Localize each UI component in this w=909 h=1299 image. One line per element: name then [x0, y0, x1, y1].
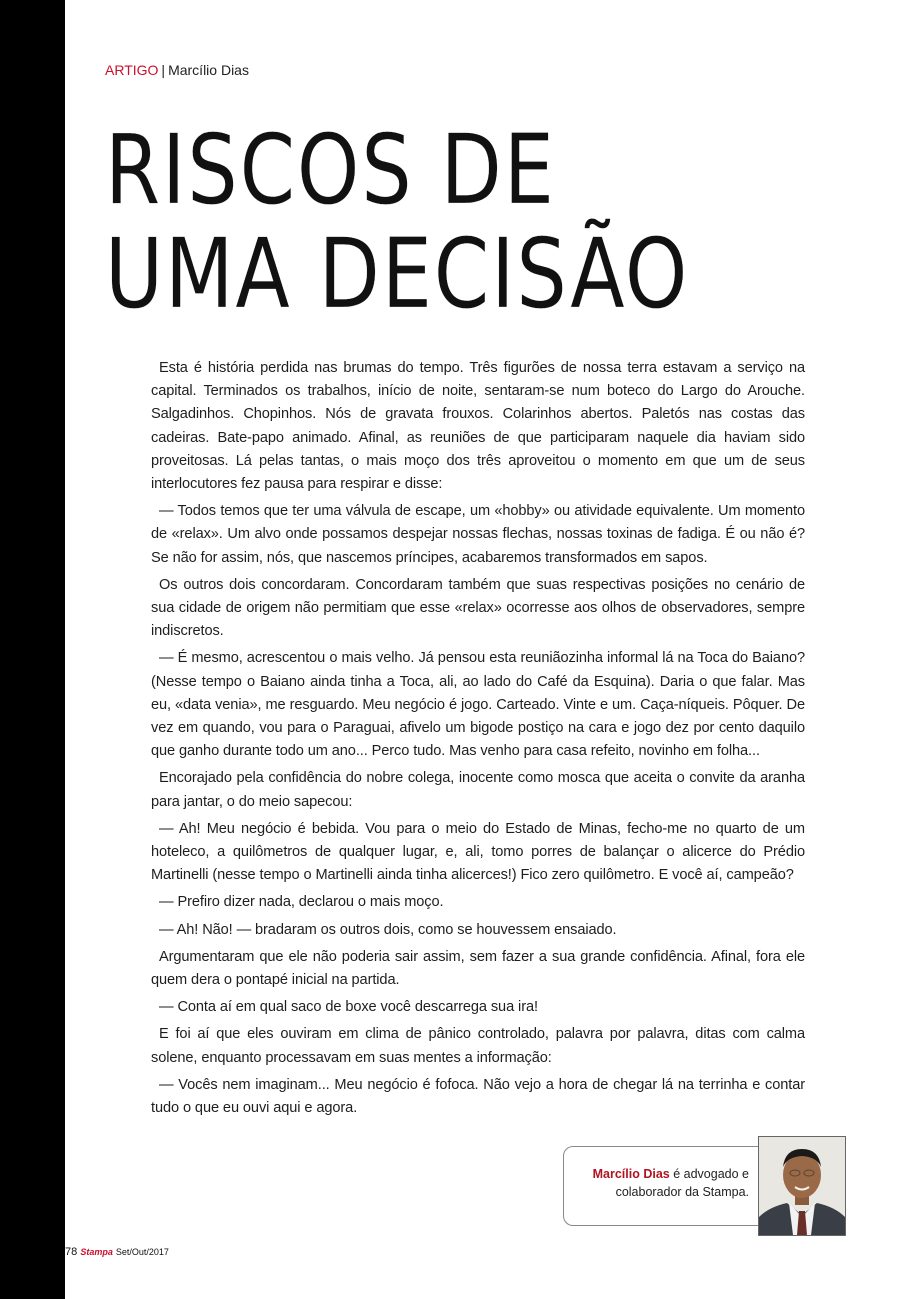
paragraph: E foi aí que eles ouviram em clima de pânico controlado, palavra por palavra, ditas com calma solene, enquanto processavam em suas mentes a informação: — [151, 1026, 805, 1066]
title-line-2: UMA DECISÃO — [105, 218, 690, 330]
magazine-name: Stampa — [80, 1247, 113, 1257]
paragraph: — Ah! Meu negócio é bebida. Vou para o meio do Estado de Minas, fecho-me no quarto de um hoteleco, a quilômetros de qualquer lugar, e, ali, tomo porres de balançar o alicerce do Prédio Martinelli (nesse tempo o Martinelli ainda tinha alicerces!) Fico zero quilômetro. E você aí, campeão? — [151, 820, 805, 884]
author-name: Marcílio Dias — [592, 1167, 670, 1181]
article-body — [151, 357, 805, 1124]
page-number: 78 — [65, 1246, 78, 1258]
page-footer — [65, 1246, 169, 1258]
header-separator: | — [161, 62, 166, 78]
paragraph: — Todos temos que ter uma válvula de escape, um «hobby» ou atividade equivalente. Um momento de «relax». Um alvo onde possamos despejar nossas flechas, nossas toxinas de fadiga. É ou não é? Se não for assim, nós, que nascemos príncipes, acabaremos transformados em sapos. — [151, 503, 805, 566]
header-author: Marcílio Dias — [168, 62, 249, 78]
paragraph: — É mesmo, acrescentou o mais velho. Já pensou esta reuniãozinha informal lá na Toca do Baiano? (Nesse tempo o Baiano ainda tinha a Toca, ali, ao lado do Café da Esquina). Daria o que falar. Mas eu, «data venia», me resguardo. Meu negócio é jogo. Carteado. Vinte e um. Caça-níqueis. Pôquer. De vez em quando, vou para o Paraguai, afivelo um bigode postiço na cara e jogo dez por cento daquilo que ganho durante todo um ano... Perco tudo. Mas venho para casa refeito, novinho em folha... — [151, 650, 805, 760]
left-margin-bar — [0, 0, 65, 1299]
paragraph: Encorajado pela confidência do nobre colega, inocente como mosca que aceita o convite da aranha para jantar, o do meio sapecou: — [151, 770, 805, 810]
author-bio — [579, 1165, 749, 1201]
paragraph: — Conta aí em qual saco de boxe você descarrega sua ira! — [159, 999, 538, 1016]
author-bio-line-2: colaborador da Stampa. — [615, 1185, 749, 1199]
author-bio-box — [563, 1146, 759, 1226]
title-line-1: RISCOS DE — [105, 114, 556, 226]
article-title — [105, 114, 740, 330]
section-label: ARTIGO — [105, 62, 159, 78]
paragraph: — Vocês nem imaginam... Meu negócio é fofoca. Não vejo a hora de chegar lá na terrinha e contar tudo o que eu ouvi aqui e agora. — [151, 1076, 805, 1117]
paragraph: Argumentaram que ele não poderia sair assim, sem fazer a sua grande confidência. Afinal, fora ele quem dera o pontapé inicial na partida. — [151, 948, 805, 989]
paragraph: Esta é história perdida nas brumas do tempo. Três figurões de nossa terra estavam a serviço na capital. Terminados os trabalhos, início de noite, sentaram-se num boteco do Largo do Arouche. Salgadinhos. Chopinhos. Nós de gravata frouxos. Colarinhos abertos. Paletós nas costas das cadeiras. Bate-papo animado. Afinal, as reuniões de que participaram naquele dia haviam sido proveitosas. Lá pelas tantas, o mais moço dos três aproveitou o momento em que um de seus interlocutores fez pausa para respirar e disse: — [151, 360, 805, 493]
author-bio-line-1: é advogado e — [669, 1167, 749, 1181]
article-header — [105, 62, 249, 78]
paragraph: — Ah! Não! — bradaram os outros dois, como se houvessem ensaiado. — [159, 921, 617, 938]
issue-date: Set/Out/2017 — [115, 1247, 169, 1257]
paragraph: Os outros dois concordaram. Concordaram também que suas respectivas posições no cenário de sua cidade de origem não permitiam que esse «relax» ocorresse aos olhos de observadores, sempre indiscretos. — [151, 576, 805, 640]
author-photo — [758, 1136, 846, 1236]
author-portrait-icon — [759, 1137, 845, 1235]
paragraph: — Prefiro dizer nada, declarou o mais moço. — [159, 894, 444, 911]
